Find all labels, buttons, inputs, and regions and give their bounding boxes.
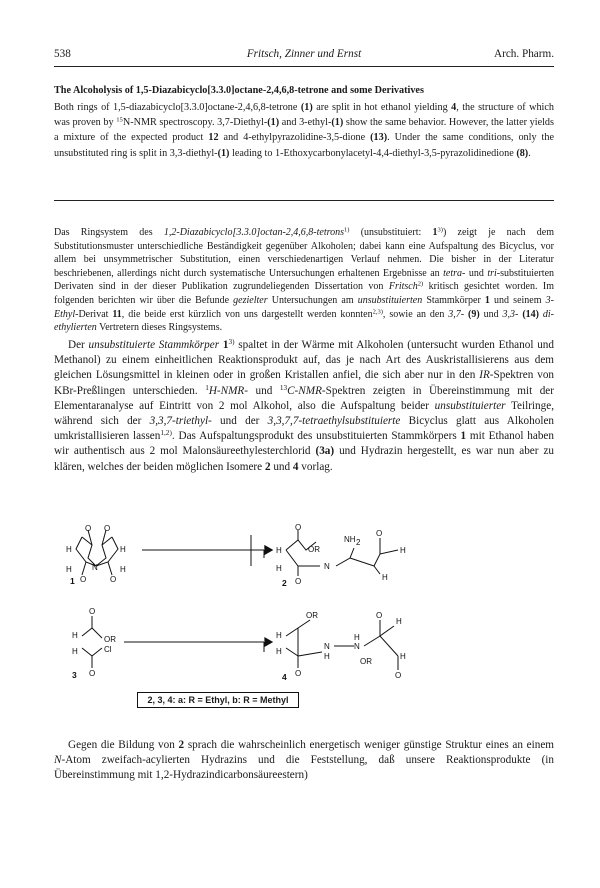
compound-label-4: 4 <box>282 672 287 682</box>
header-rule <box>54 66 554 67</box>
atom-H: H <box>72 631 78 640</box>
compound-label-3: 3 <box>72 670 77 680</box>
atom-H: H <box>382 573 388 582</box>
atom-H: H <box>400 652 406 661</box>
atom-H: H <box>120 565 126 574</box>
atom-NH2: NH <box>344 535 356 544</box>
compound-labels <box>70 576 287 682</box>
atom-O: O <box>395 671 402 680</box>
atom-O: O <box>80 575 87 584</box>
intro-paragraph: Das Ringsystem des 1,2-Diazabicyclo[3.3.0]octan-2,4,6,8-tetrons$^{1)}$ (unsubstituiert: 1$^{3)}$) zeigt je nach dem Substitutionsmuster unterschiedliche Beständigkeit gegenüber Alkoholen; dabei kann eine Aufspaltung des Bicyclus, vor allem bei unsymmetrischer Substitution, einen verschiedenartigen Verlauf nehmen. Die bisher in der Literatur beschriebenen, allerdings nicht durch systematische Untersuchungen erhaltenen Ergebnisse an tetra- und tri-substituierten Derivaten sind in der dieser Publikation zugrundeliegenden Dissertation von Fritsch$^{2)}$ kritisch gesichtet worden. Im folgenden berichten wir über die Befunde gezielter Untersuchungen am unsubstituierten Stammkörper 1 und seinem 3-Ethyl-Derivat 11, die beide erst kürzlich von uns dargestellt werden konnten$^{2,3)}$, sowie an den 3,7- (9) und 3,3- (14) di-ethylierten Vertretern dieses Ringsystems. <box>54 226 555 334</box>
atom-H: H <box>276 647 282 656</box>
scheme-arrowheads <box>265 546 272 646</box>
english-title: The Alcoholysis of 1,5-Diazabicyclo[3.3.0]octane-2,4,6,8-tetrone and some Derivatives <box>54 85 424 96</box>
atom-H: H <box>66 545 72 554</box>
atom-H: H <box>276 564 282 573</box>
atom-N: N <box>324 562 330 571</box>
atom-H: H <box>72 647 78 656</box>
reaction-scheme-drawing <box>54 523 554 698</box>
atom-H: H <box>120 545 126 554</box>
atom-OR: OR <box>306 611 318 620</box>
compound-label-2: 2 <box>282 578 287 588</box>
atom-H: H <box>324 652 330 661</box>
atom-O: O <box>376 529 383 538</box>
atom-O: O <box>376 611 383 620</box>
atom-H: H <box>276 631 282 640</box>
body-paragraph-2: Gegen die Bildung von 2 sprach die wahrscheinlich energetisch weniger günstige Struktur eines an einem N-Atom zweifach-acylierten Hydrazins und die Feststellung, daß unsere Reaktionsprodukte (in Übereinstimmung mit 1,2-Hydrazindicarbonsäureestern) <box>54 739 554 782</box>
compound-label-1: 1 <box>70 576 75 586</box>
atom-H: H <box>276 546 282 555</box>
abstract-rule <box>54 200 554 201</box>
atom-O: O <box>89 669 96 678</box>
scheme-legend: 2, 3, 4: a: R = Ethyl, b: R = Methyl <box>137 692 299 708</box>
page-number: 538 <box>54 48 71 60</box>
reaction-scheme <box>54 523 554 728</box>
atom-O: O <box>110 575 117 584</box>
atom-N: N <box>354 642 360 651</box>
journal-name: Arch. Pharm. <box>494 48 554 60</box>
atom-H: H <box>400 546 406 555</box>
body-paragraph-1: Der unsubstituierte Stammkörper 1$^{3)}$ spaltet in der Wärme mit Alkoholen (untersucht wurden Ethanol und Methanol) zu einem einheitlichen Reaktionsprodukt auf, das je nach Art des Auskristallisierens aus dem gleichen Lösungsmittel in kleinen oder in großen Kristallen anfiel, die sich aber nur in den IR-Spektren von KBr-Preßlingen unterschieden. $^1$H-NMR- und $^{13}$C-NMR-Spektren zeigten in Übereinstimmung mit der Elementaranalyse auf Eintritt von 2 mol Alkohol, also die Aufspaltung beider unsubstituierter Teilringe, während sich der 3,3,7-triethyl- und der 3,3,7,7-tetraethylsubstituierte Bicyclus glatt aus Alkoholen umkristallisieren lassen$^{1,2)}$. Das Aufspaltungsprodukt des unsubstituierten Stammkörpers 1 mit Ethanol haben wir authentisch aus 2 mol Malonsäureethylesterchlorid (3a) und Hydrazin hergestellt, es war nun aber zu klären, welches der beiden möglichen Isomere 2 und 4 vorlag. <box>54 338 555 473</box>
atom-H: H <box>396 617 402 626</box>
atom-Cl: Cl <box>104 645 112 654</box>
atom-O: O <box>295 669 302 678</box>
atom-N: N <box>92 563 98 572</box>
atom-N: N <box>324 642 330 651</box>
atom-O: O <box>89 607 96 616</box>
atom-O: O <box>85 524 92 533</box>
atom-O: O <box>295 577 302 586</box>
running-authors: Fritsch, Zinner und Ernst <box>246 48 362 60</box>
atom-O: O <box>104 524 111 533</box>
running-header <box>54 46 554 62</box>
atom-H: H <box>66 565 72 574</box>
english-abstract: Both rings of 1,5-diazabicyclo[3.3.0]octane-2,4,6,8-tetrone (1) are split in hot ethanol yielding 4, the structure of which was proven by $^{15}$N-NMR spectroscopy. 3,7-Diethyl-(1) and 3-ethyl-(1) show the same behavior. However, the latter yields a mixture of the expected product 12 and 4-ethylpyrazolidine-3,5-dione (13). Under the same conditions, only the unsubstituted ring is split in 3,3-diethyl-(1) leading to 1-Ethoxycarbonylacetyl-4,4-diethyl-3,5-pyrazolidinedione (8). <box>54 102 554 159</box>
atom-OR: OR <box>104 635 116 644</box>
atom-OR: OR <box>308 545 320 554</box>
atom-H: H <box>354 633 360 642</box>
atom-subscript-2: 2 <box>356 538 361 547</box>
atom-OR: OR <box>360 657 372 666</box>
atom-O: O <box>295 523 302 532</box>
